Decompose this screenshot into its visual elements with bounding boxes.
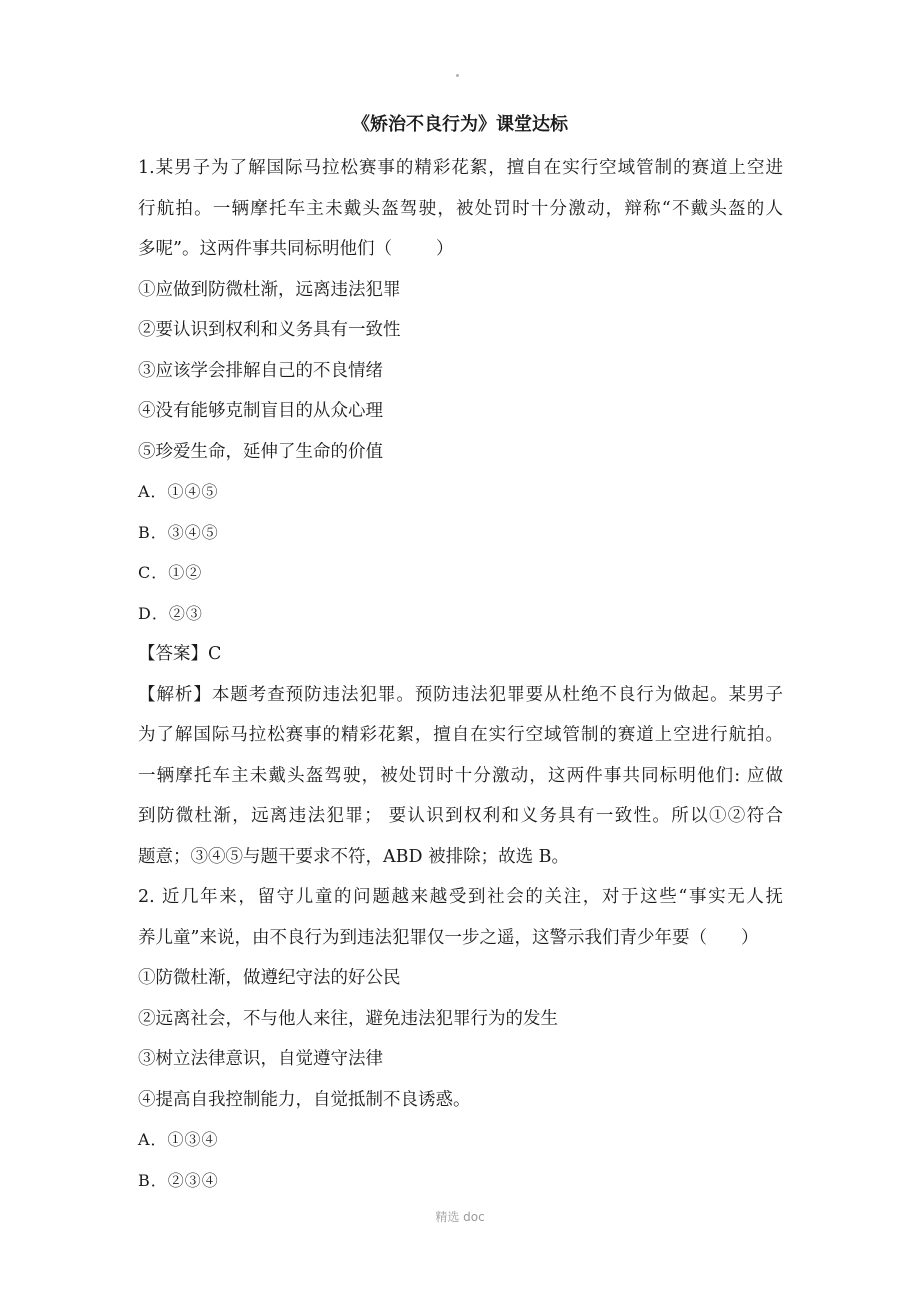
q2-stem-line-last — [138, 918, 783, 959]
q1-option-a: A．①④⑤ — [138, 482, 219, 501]
q2-stem-line: 2. 近几年来，留守儿童的问题越来越受到社会的关注，对于这些“事实无人抚 — [138, 887, 783, 907]
q2-option-a: A．①③④ — [138, 1130, 219, 1149]
q1-analysis-line: 到防微杜渐，远离违法犯罪； 要认识到权利和义务具有一致性。所以①②符合 — [138, 806, 783, 826]
q1-stem-text: 多呢”。这两件事共同标明他们（ — [138, 239, 392, 259]
q1-option-d: D．②③ — [138, 603, 203, 623]
q1-item: ②要认识到权利和义务具有一致性 — [138, 320, 401, 340]
q1-option-b: B．③④⑤ — [138, 522, 219, 542]
q1-stem-line: 1.某男子为了解国际马拉松赛事的精彩花絮，擅自在实行空域管制的赛道上空进 — [138, 158, 783, 178]
q2-stem-close: ） — [740, 927, 759, 948]
q2-item: ④提高自我控制能力，自觉抵制不良诱惑。 — [138, 1089, 471, 1110]
q1-option-c: C．①② — [138, 563, 203, 582]
q1-analysis-line: 一辆摩托车主未戴头盔驾驶，被处罚时十分激动，这两件事共同标明他们: 应做 — [138, 765, 783, 786]
page-footer: 精选 doc — [435, 1210, 485, 1224]
document-body — [138, 148, 783, 1201]
q1-answer: 【答案】C — [138, 644, 222, 664]
document-title: 《矫治不良行为》课堂达标 — [352, 114, 568, 135]
q1-item: ④没有能够克制盲目的从众心理 — [138, 401, 383, 421]
q1-item: ③应该学会排解自己的不良情绪 — [138, 360, 383, 381]
q2-item: ①防微杜渐，做遵纪守法的好公民 — [138, 968, 401, 988]
q2-item: ③树立法律意识，自觉遵守法律 — [138, 1049, 383, 1069]
q1-analysis-line: 【解析】本题考查预防违法犯罪。预防违法犯罪要从杜绝不良行为做起。某男子 — [138, 684, 783, 705]
q1-stem-close: ） — [435, 239, 454, 259]
q2-option-b: B．②③④ — [138, 1170, 219, 1190]
q2-item: ②远离社会，不与他人来往，避免违法犯罪行为的发生 — [138, 1008, 558, 1029]
q1-stem-line: 行航拍。一辆摩托车主未戴头盔驾驶，被处罚时十分激动，辩称“不戴头盔的人 — [138, 198, 783, 219]
q2-stem-text: 养儿童”来说，由不良行为到违法犯罪仅一步之遥，这警示我们青少年要（ — [138, 927, 707, 948]
header-dot — [456, 74, 459, 77]
q1-item: ①应做到防微杜渐，远离违法犯罪 — [138, 279, 401, 300]
q1-stem-line-last — [138, 229, 783, 270]
q1-analysis-line: 为了解国际马拉松赛事的精彩花絮，擅自在实行空域管制的赛道上空进行航拍。 — [138, 725, 783, 745]
q1-analysis-line: 题意；③④⑤与题干要求不符，ABD 被排除；故选 B。 — [138, 846, 570, 867]
q1-item: ⑤珍爱生命，延伸了生命的价值 — [138, 441, 383, 462]
